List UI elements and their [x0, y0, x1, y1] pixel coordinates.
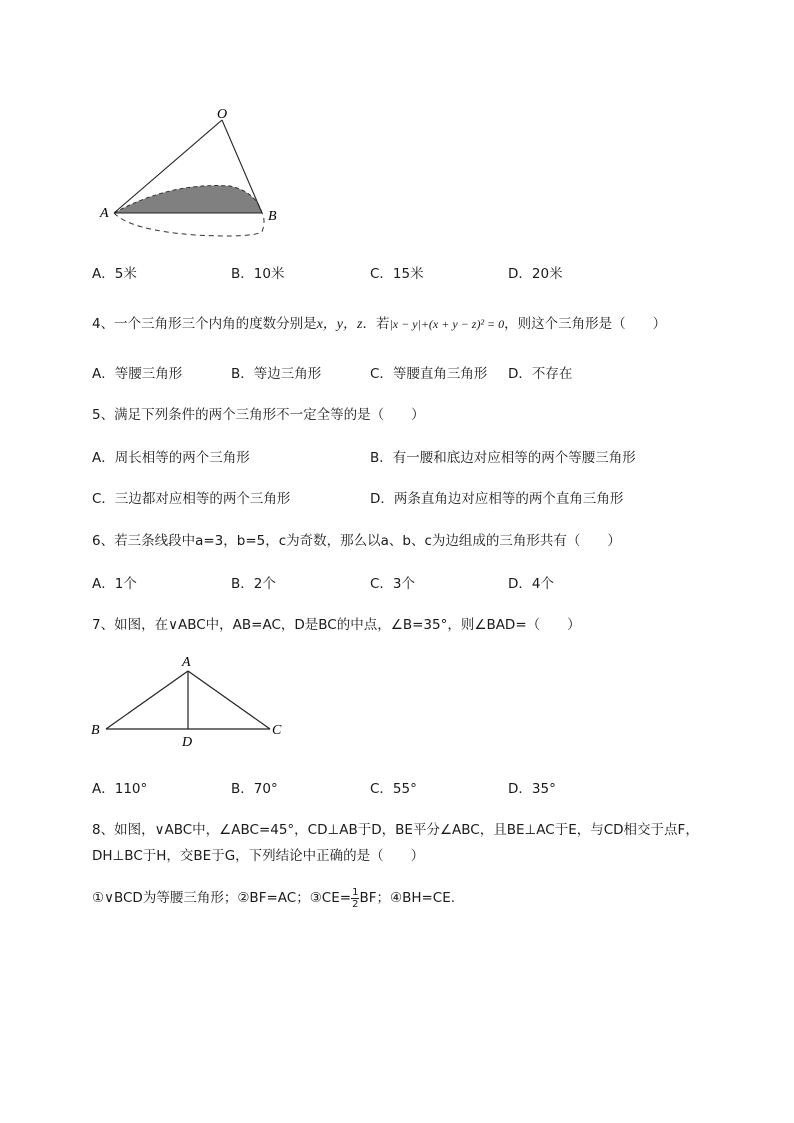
q6-option-d: D．4个: [508, 576, 554, 592]
q8-stem-line2: DH⊥BC于H，交BE于G，下列结论中正确的是（ ）: [92, 848, 425, 864]
q3-option-a: A．5米: [92, 266, 137, 282]
fraction-numerator: 1: [352, 886, 359, 898]
q3-option-d: D．20米: [508, 266, 563, 282]
q4-option-a: A．等腰三角形: [92, 366, 183, 382]
q4-vars: x，y，z: [316, 317, 363, 332]
q4-formula: |x − y|+(x + y − z)² = 0: [389, 317, 505, 331]
q3-option-b: B．10米: [231, 266, 285, 282]
q8-conclusions-a: ①∨BCD为等腰三角形；②BF=AC；③CE=: [92, 890, 352, 906]
q5-option-d: D．两条直角边对应相等的两个直角三角形: [370, 491, 624, 507]
shaded-region: [114, 186, 262, 213]
q7-option-b: B．70°: [231, 781, 278, 797]
label-a: A: [182, 655, 191, 670]
label-b: B: [91, 723, 100, 738]
side-ac: [188, 671, 270, 729]
q6-option-c: C．3个: [370, 576, 416, 592]
q7-option-d: D．35°: [508, 781, 556, 797]
q7-stem: 7、如图，在∨ABC中，AB=AC，D是BC的中点，∠B=35°，则∠BAD=（ ）: [92, 617, 581, 633]
side-ab: [106, 671, 188, 729]
figure-triangle-oab: [100, 100, 300, 250]
q5-option-c: C．三边都对应相等的两个三角形: [92, 491, 291, 507]
q3-option-c: C．15米: [370, 266, 424, 282]
q6-option-a: A．1个: [92, 576, 137, 592]
label-d: D: [182, 735, 193, 750]
q6-stem: 6、若三条线段中a=3，b=5，c为奇数，那么以a、b、c为边组成的三角形共有（ ）: [92, 533, 621, 549]
q4-option-d: D．不存在: [508, 366, 573, 382]
q4-mid: ．若: [362, 316, 390, 332]
q4-stem: [92, 312, 666, 333]
q7-option-c: C．55°: [370, 781, 417, 797]
label-b: B: [268, 209, 277, 224]
label-a: A: [100, 206, 109, 221]
q5-stem: 5、满足下列条件的两个三角形不一定全等的是（ ）: [92, 407, 425, 423]
q5-option-a: A．周长相等的两个三角形: [92, 450, 250, 466]
figure-triangle-abc: [88, 650, 298, 750]
label-c: C: [272, 723, 282, 738]
fraction-denominator: 2: [352, 898, 359, 910]
q5-option-b: B．有一腰和底边对应相等的两个等腰三角形: [370, 450, 636, 466]
q6-option-b: B．2个: [231, 576, 276, 592]
q8-conclusions: [92, 886, 455, 910]
label-o: O: [217, 107, 228, 122]
q4-option-c: C．等腰直角三角形: [370, 366, 488, 382]
q4-option-b: B．等边三角形: [231, 366, 322, 382]
dashed-curve: [114, 213, 264, 236]
q4-prefix: 4、一个三角形三个内角的度数分别是: [92, 316, 317, 332]
q8-conclusions-b: BF；④BH=CE.: [359, 890, 456, 906]
q4-suffix: ，则这个三角形是（ ）: [504, 316, 667, 332]
q7-option-a: A．110°: [92, 781, 148, 797]
q8-stem-line1: 8、如图，∨ABC中，∠ABC=45°，CD⊥AB于D，BE平分∠ABC，且BE⊥AC于E，与CD相交于点F，: [92, 822, 699, 838]
